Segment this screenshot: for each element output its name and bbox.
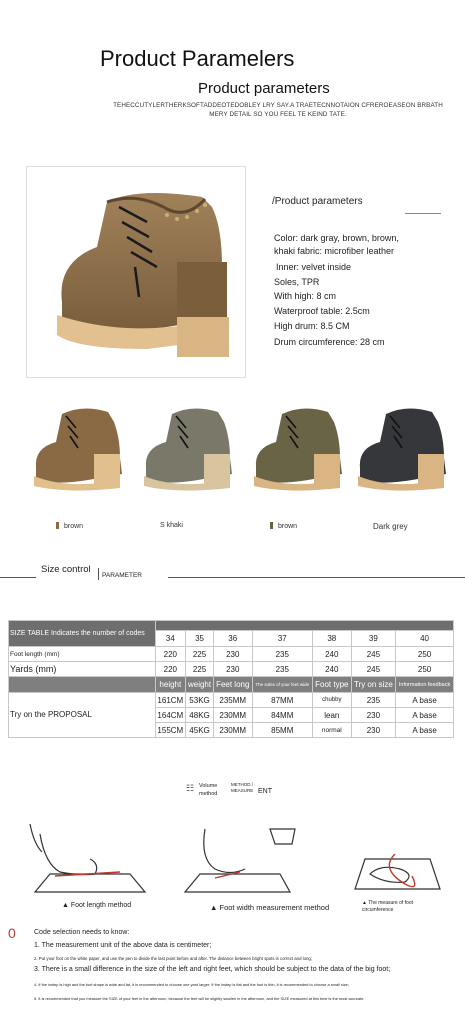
table-cell: Try on size — [351, 677, 395, 693]
table-cell: height — [155, 677, 186, 693]
table-cell: 250 — [396, 662, 454, 677]
table-cell: 87MM — [252, 693, 312, 708]
spec-line: With high: 8 cm — [274, 291, 337, 301]
table-cell: A base — [396, 708, 454, 723]
specs-heading: /Product parameters — [272, 196, 363, 207]
divider — [98, 568, 99, 580]
table-cell: A base — [396, 693, 454, 708]
table-cell: SIZE TABLE Indicates the number of codes — [9, 621, 156, 647]
table-cell — [9, 677, 156, 693]
size-control-title: Size control — [41, 564, 91, 575]
table-cell: 245 — [351, 662, 395, 677]
step-caption: ▲ Foot length method — [62, 902, 132, 909]
table-cell: The soles of your feet wide — [252, 677, 312, 693]
method-icon: ☷ — [186, 783, 195, 793]
table-cell: 235 — [351, 693, 395, 708]
tagline: TEHECCUTYLERTHERKSOFTADDEOTEDOBLEY LRY SAY.A TRAETECNNOTAION CFREROEASEON BRBATH MERY DETAIL SO YOU FEEL TE KEIND TATE. — [113, 102, 443, 118]
spec-line: Drum circumference: 28 cm — [274, 337, 385, 347]
table-cell — [155, 621, 453, 631]
variant-thumbnail[interactable] — [28, 398, 128, 498]
notes-marker: 0 — [8, 925, 16, 941]
table-cell: 161CM — [155, 693, 186, 708]
table-cell: 230 — [213, 647, 252, 662]
size-control-subtitle: PARAMETER — [102, 572, 142, 579]
main-product-image — [26, 166, 246, 378]
spec-line: Inner: velvet inside — [276, 262, 352, 272]
table-row — [9, 662, 454, 677]
table-cell: 155CM — [155, 723, 186, 738]
divider — [0, 577, 36, 578]
variant-label: brown — [56, 522, 83, 530]
step-caption: ▲ The measure of foot circumference — [362, 900, 413, 913]
table-cell: 35 — [186, 631, 214, 647]
table-cell: Foot length (mm) — [9, 647, 156, 662]
table-cell: Feet long — [213, 677, 252, 693]
method-label: Volume method — [199, 783, 218, 797]
table-cell: lean — [312, 708, 351, 723]
table-cell: 36 — [213, 631, 252, 647]
spec-line: High drum: 8.5 CM — [274, 321, 350, 331]
variant-label: S khaki — [160, 522, 183, 529]
spec-line: khaki fabric: microfiber leather — [274, 246, 395, 256]
table-cell: 230 — [351, 708, 395, 723]
step-caption: ▲ Foot width measurement method — [210, 903, 330, 912]
table-cell: 220 — [155, 662, 186, 677]
table-cell: 34 — [155, 631, 186, 647]
table-cell: 235 — [252, 662, 312, 677]
table-cell: 235 — [252, 647, 312, 662]
table-cell: 164CM — [155, 708, 186, 723]
table-cell: Foot type — [312, 677, 351, 693]
method-label: ENT — [258, 788, 272, 795]
note-item: 5. It is recommended that you measure the SIZE of your feet in the afternoon, because the feet will be slightly swollen in the afternoon, and the SIZE measured at this time is the most accurate. — [34, 996, 365, 1001]
divider — [405, 213, 441, 214]
table-cell: 225 — [186, 662, 214, 677]
note-item: 3. There is a small difference in the size of the left and right feet, which should be subject to the data of the big foot; — [34, 966, 391, 973]
table-row — [9, 677, 454, 693]
table-cell: 84MM — [252, 708, 312, 723]
variant-label: Dark grey — [373, 522, 408, 531]
method-label: METHOD / MEASURE — [231, 782, 254, 793]
spec-line: Soles, TPR — [274, 277, 320, 287]
table-cell: 240 — [312, 662, 351, 677]
table-cell: 220 — [155, 647, 186, 662]
table-cell: Information feedback — [396, 677, 454, 693]
table-row — [9, 621, 454, 631]
table-cell: 245 — [351, 647, 395, 662]
table-cell: 230 — [351, 723, 395, 738]
table-cell: 235MM — [213, 693, 252, 708]
table-cell: 48KG — [186, 708, 214, 723]
table-cell: 240 — [312, 647, 351, 662]
table-cell: 38 — [312, 631, 351, 647]
table-cell: Yards (mm) — [9, 662, 156, 677]
notes-heading: Code selection needs to know: — [34, 929, 130, 936]
table-cell: weight — [186, 677, 214, 693]
table-cell: chubby — [312, 693, 351, 708]
note-item: 2. Put your foot on the white paper, and use the pen to divide the last point before and after. The distance between bright spots is correct and long; — [34, 956, 312, 961]
table-cell: Try on the PROPOSAL — [9, 693, 156, 738]
spec-line: Waterproof table: 2.5cm — [274, 306, 370, 316]
variant-thumbnail[interactable] — [248, 398, 348, 498]
variant-thumbnail[interactable] — [352, 398, 452, 498]
spec-line: Color: dark gray, brown, brown, — [274, 233, 399, 243]
table-row — [9, 647, 454, 662]
table-cell: 37 — [252, 631, 312, 647]
table-cell: 85MM — [252, 723, 312, 738]
table-cell: 40 — [396, 631, 454, 647]
size-table — [8, 620, 454, 738]
table-cell: 39 — [351, 631, 395, 647]
variant-thumbnail[interactable] — [138, 398, 238, 498]
table-cell: 250 — [396, 647, 454, 662]
table-cell: normal — [312, 723, 351, 738]
page-title: Product Paramelers — [100, 46, 295, 71]
table-cell: 225 — [186, 647, 214, 662]
table-cell: 230MM — [213, 708, 252, 723]
table-cell: 230 — [213, 662, 252, 677]
table-row — [9, 693, 454, 708]
divider — [168, 577, 465, 578]
variant-label: brown — [270, 522, 297, 530]
table-cell: 45KG — [186, 723, 214, 738]
note-item: 4. If the instep is high and the foot shape is wide and fat, it is recommended to choose one yard larger; If the instep is flat and the foot is thin, it is recommended to choose a small size; — [34, 982, 349, 987]
section-subtitle: Product parameters — [198, 80, 330, 97]
table-cell: 230MM — [213, 723, 252, 738]
table-cell: 53KG — [186, 693, 214, 708]
note-item: 1. The measurement unit of the above data is centimeter; — [34, 942, 212, 949]
table-cell: A base — [396, 723, 454, 738]
